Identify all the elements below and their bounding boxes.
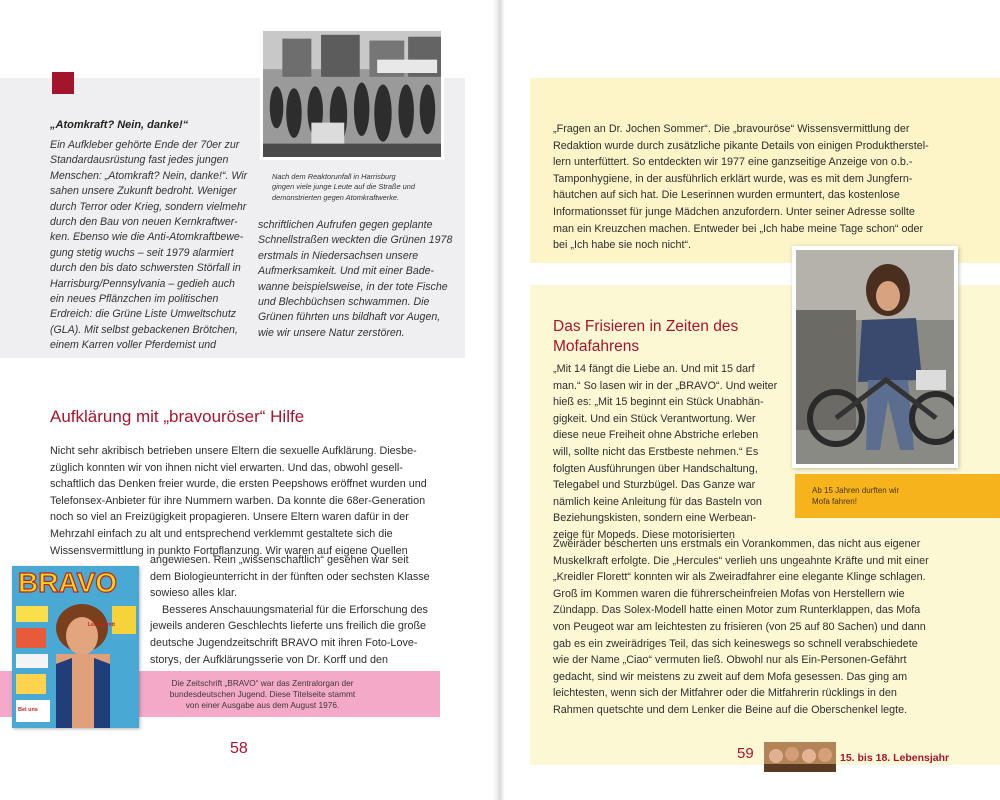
right-top-text	[553, 121, 951, 254]
bravo-cover-name: Leif Garrett	[88, 622, 115, 628]
footer-thumbnail	[764, 742, 836, 772]
text-line: Mehrzahl einfach zu alt und entsprechend verklemmt gestaltete sich die	[50, 527, 393, 540]
text-line: noch so viel an Freizügigkeit propagieren. Unsere Eltern waren dafür in der	[50, 511, 409, 524]
mofa-girl-image	[796, 250, 954, 464]
text-line: „Mit 14 fängt die Liebe an. Und mit 15 darf	[553, 363, 755, 375]
text-line: lern unterfüttert. So entdeckten wir 1977 eine ganzseitige Anzeige von o.b.-	[553, 156, 913, 169]
text-line: „Fragen an Dr. Jochen Sommer“. Die „bravouröse“ Wissensvermittlung der	[553, 123, 910, 135]
bravo-masthead: BRAVO	[18, 567, 118, 598]
sidebar-heading: „Atomkraft? Nein, danke!“	[50, 119, 189, 131]
text-line: Schnellstraßen weckten die Grünen 1978	[258, 234, 453, 247]
right-body-text	[553, 361, 789, 544]
text-line: Beziehungskisten, sondern eine Werbean-	[553, 512, 757, 525]
text-line: Wissensvermittlung in punkto Fortpflanzung. Wir waren auf eigene Quellen	[50, 544, 408, 557]
text-line: bei „Ich habe sie noch nicht“.	[553, 239, 692, 252]
sidebar-column-1	[50, 138, 250, 354]
text-line: Telefonsex-Anbieter für ihre Nummern warben. Da konnte die 68er-Generation	[50, 494, 426, 507]
text-line: man.“ So lasen wir in der „BRAVO“. Und weiter	[553, 379, 778, 392]
text-line: folgten Ausführungen über Handschaltung,	[553, 462, 758, 475]
caption-line: Mofa fahren!	[812, 496, 857, 506]
right-section-heading	[553, 317, 793, 357]
text-line: sahen unsere Zukunft bedroht. Weniger	[50, 185, 237, 198]
text-line: deutsche Jugendzeitschrift BRAVO mit ihren Foto-Love-	[150, 636, 418, 649]
text-line: dem Biologieunterricht in der fünften oder sechsten Klasse	[150, 570, 430, 583]
text-line: wanne beispielsweise, in der tote Fische	[258, 280, 448, 293]
text-line: Grünen führten uns bildhaft vor Augen,	[258, 311, 441, 324]
text-line: durch den Bau von neuen Kernkraftwer-	[50, 216, 238, 229]
left-body-text	[50, 443, 444, 559]
caption-line: bundesdeutschen Jugend. Diese Titelseite stammt	[169, 689, 356, 699]
text-line: Besseres Anschauungsmaterial für die Erforschung des	[150, 603, 428, 616]
text-line: Aufmerksamkeit. Und mit einer Bade-	[258, 265, 435, 278]
heading-line: Mofafahrens	[553, 338, 640, 355]
text-line: Nicht sehr akribisch betrieben unsere Eltern die sexuelle Aufklärung. Diesbe-	[50, 445, 417, 457]
caption-line: Ab 15 Jahren durften wir	[812, 486, 900, 495]
text-line: schriftlichen Aufrufen gegen geplante	[258, 219, 433, 231]
text-line: von Peugeot war am leichtesten zu frisieren (von 25 auf 80 Sachen) und dann	[553, 620, 926, 633]
text-line: Muskelkraft erfolgte. Die „Hercules“ verlieh uns ungeahnte Kräfte und mit einer	[553, 554, 929, 567]
text-line: will, sollte nicht das Erstbeste nehmen.“ Es	[553, 445, 759, 458]
text-line: Redaktion wurde durch zusätzliche pikante Details von einigen Produktherstel-	[553, 139, 929, 152]
right-body-text-continued	[553, 536, 948, 719]
text-line: ken. Ebenso wie die Anti-Atomkraftbewe-	[50, 231, 244, 244]
bravo-cover-caption	[150, 678, 375, 711]
text-line: Informationsset für junge Mädchen anzufordern. Unter seiner Adresse sollte	[553, 205, 915, 218]
text-line: sowieso alles klar.	[150, 587, 238, 600]
caption-line: gingen viele junge Leute auf die Straße und	[272, 182, 415, 192]
text-line: Harrisburg/Pennsylvania – gedieh auch	[50, 277, 235, 290]
text-line: erstmals in Niedersachsen unsere	[258, 249, 419, 262]
caption-line: demonstrierten gegen Atomkraftwerke.	[272, 192, 400, 202]
text-line: züglich konnten wir von ihnen nicht viel erwarten. Und das, obwohl gesell-	[50, 461, 403, 474]
text-line: Zweiräder bescherten uns erstmals ein Vorankommen, das nicht aus eigener	[553, 538, 921, 550]
text-line: und Blechbüchsen schwammen. Die	[258, 296, 430, 309]
protest-photo-caption	[272, 172, 452, 203]
mofa-girl-photo	[792, 246, 958, 468]
text-line: storys, der Aufklärungsserie von Dr. Korff und den	[150, 653, 389, 666]
text-line: hieß es: „Mit 15 beginnt ein Stück Unabhän-	[553, 396, 764, 409]
text-line: Zündapp. Das Solex-Modell hatte einen Motor zum Runterklappen, das Mofa	[553, 604, 921, 617]
text-line: angewiesen. Rein „wissenschaftlich“ gesehen war seit	[150, 554, 409, 566]
text-line: gedacht, sind wir meistens zu zweit auf dem Mofa gesessen. Das ging am	[553, 670, 908, 683]
text-line: Erdreich: die Grüne Liste Umweltschutz	[50, 308, 237, 321]
caption-line: Die Zeitschrift „BRAVO“ war das Zentralorgan der	[171, 678, 354, 688]
text-line: zeige für Mopeds. Diese motorisierten	[553, 528, 735, 541]
text-line: Standardausrüstung fast jedes jungen	[50, 154, 229, 167]
text-line: durch Terror oder Krieg, sondern vielmehr	[50, 200, 247, 213]
bravo-cover-image	[12, 566, 139, 728]
footer-people-image	[764, 742, 836, 772]
text-line: schaftlich das Denken freier wurde, die ersten Peepshows eröffnet wurden und	[50, 478, 427, 491]
caption-line: von einer Ausgabe aus dem August 1976.	[185, 700, 340, 710]
text-line: wie der Name „Ciao“ vermuten ließ. Obwohl nur als Ein-Personen-Gefährt	[553, 654, 907, 667]
footer-chapter-label: 15. bis 18. Lebensjahr	[840, 752, 950, 764]
text-line: „Kreidler Florett“ konnten wir als Zweiradfahrer eine elegante Klinge schlagen.	[553, 571, 926, 584]
text-line: (GLA). Mit selbst gebackenen Brötchen,	[50, 323, 238, 336]
bravo-cover-teaser: Bei uns	[18, 707, 38, 713]
text-line: Menschen: „Atomkraft? Nein, danke!“. Wir	[50, 169, 248, 182]
text-line: ein neues Pflänzchen im politischen	[50, 293, 219, 306]
protest-photo-image	[263, 31, 441, 157]
book-gutter	[493, 0, 505, 800]
sidebar-column-2	[258, 218, 458, 341]
text-line: gung stetig wuchs – seit 1979 alarmiert	[50, 246, 234, 259]
page-number-right: 59	[737, 745, 754, 762]
text-line: häutchen auf sich hat. Die Leserinnen wurden ermuntert, das kostenlose	[553, 189, 900, 202]
text-line: diese neue Freiheit ohne Abstriche erleben	[553, 429, 759, 442]
text-line: durch den bis dato schwersten Störfall in	[50, 262, 241, 275]
text-line: nämlich keine Anleitung für das Basteln von	[553, 495, 762, 508]
left-body-text-continued	[150, 552, 445, 668]
text-line: gigkeit. Und ein Stück Verantwortung. Wer	[553, 412, 756, 425]
sidebar-marker	[52, 72, 74, 94]
text-line: Tamponhygiene, in der ausführlich erklärt wurde, was es mit dem Jungfern-	[553, 172, 913, 185]
page-number-left: 58	[230, 740, 248, 757]
mofa-photo-caption	[812, 486, 952, 508]
text-line: Ein Aufkleber gehörte Ende der 70er zur	[50, 139, 240, 151]
text-line: Groß im Kommen waren die führerscheinfreien Mofas von Herstellern wie	[553, 587, 905, 600]
left-section-heading: Aufklärung mit „bravouröser“ Hilfe	[50, 407, 305, 426]
text-line: man ein Kreuzchen machen. Entweder bei „Ich habe meine Tage schon“ oder	[553, 222, 924, 235]
protest-photo	[260, 28, 444, 160]
text-line: wie wir unsere Natur zerstören.	[258, 326, 405, 339]
text-line: gab es ein zweirädriges Teil, das sich keineswegs so schnell verabschiedete	[553, 637, 918, 650]
text-line: Rahmen quetschte und dem Lenker die Beine auf die Oberschenkel legte.	[553, 703, 908, 716]
text-line: einem Karren voller Pferdemist und	[50, 339, 217, 352]
caption-line: Nach dem Reaktorunfall in Harrisburg	[272, 172, 396, 181]
text-line: jeweils anderen Geschlechts lieferte uns freilich die große	[150, 620, 427, 633]
text-line: leichtesten, wenn sich der Mitfahrer oder die Mitfahrerin rücklings in den	[553, 687, 897, 700]
heading-line: Das Frisieren in Zeiten des	[553, 318, 739, 335]
text-line: Telegabel und Sturzbügel. Das Ganze war	[553, 479, 756, 492]
bravo-magazine-cover	[12, 566, 139, 728]
